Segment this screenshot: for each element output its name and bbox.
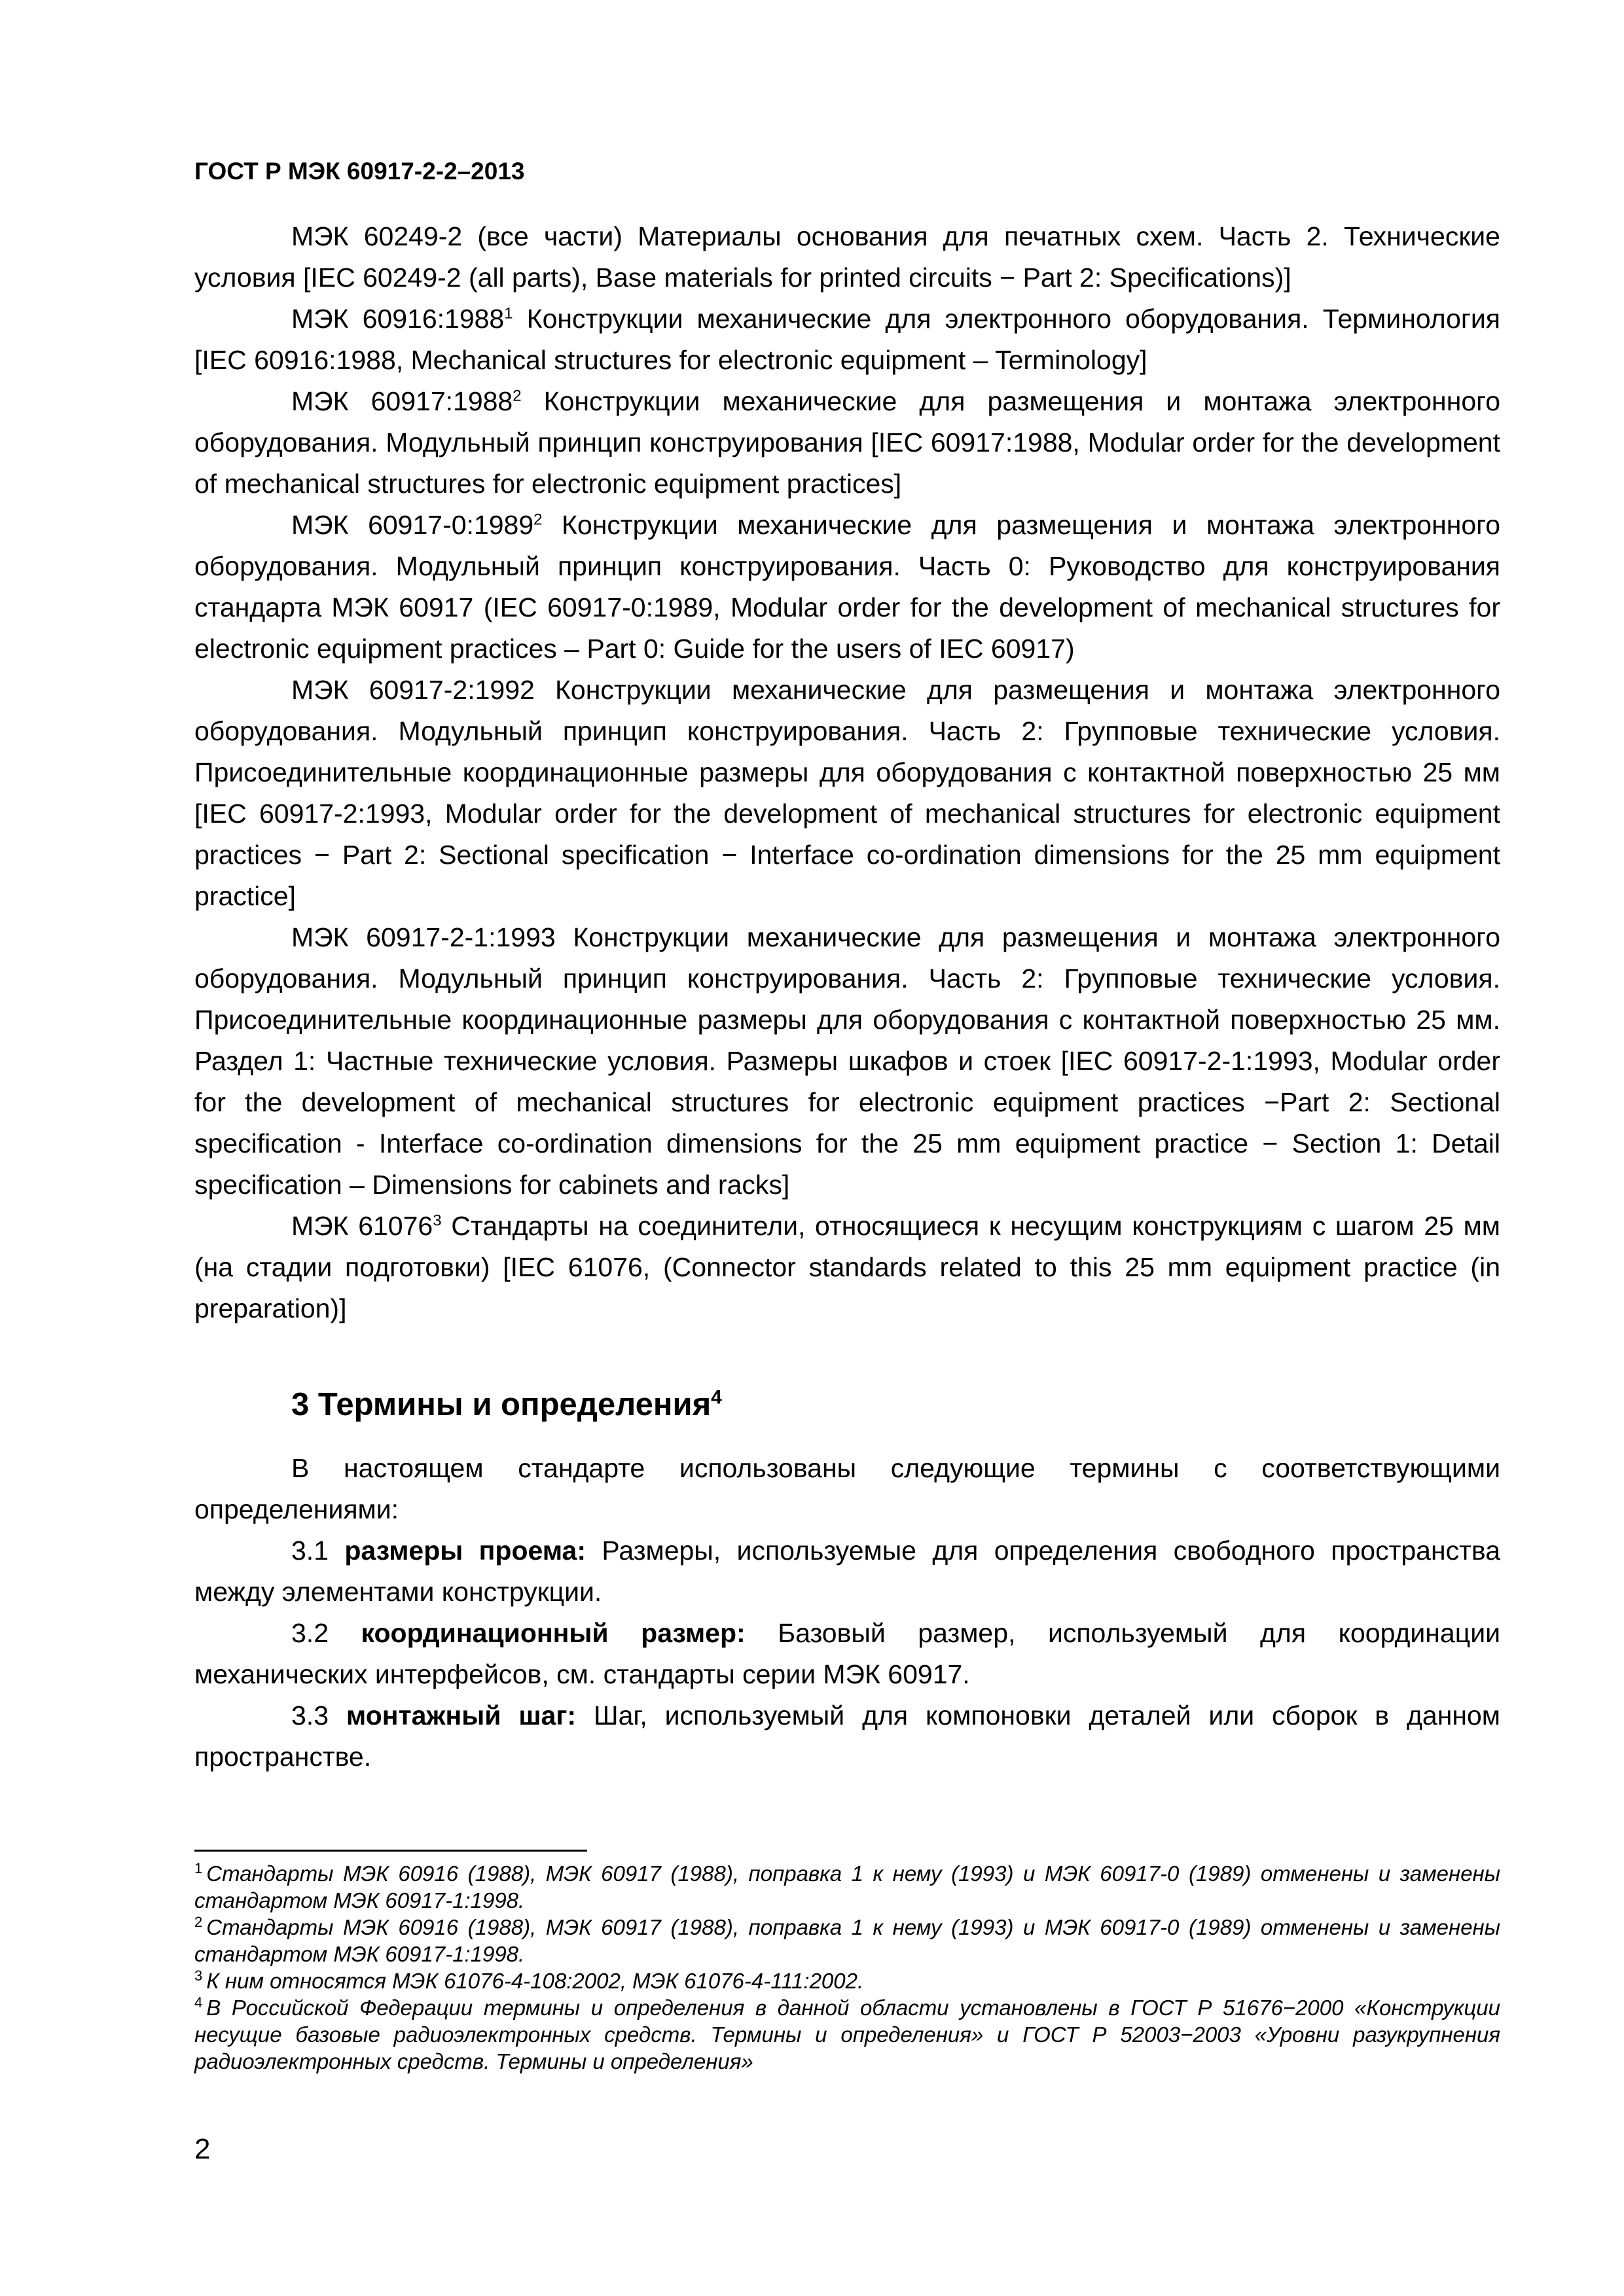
reference-code: МЭК 60917:1988 [291, 386, 513, 416]
footnote-mark: 3 [194, 1967, 203, 1984]
footnote-separator [194, 1850, 587, 1852]
term-definition: Шаг, используемый для компоновки деталей или сборок в данном пространстве. [194, 1700, 1500, 1772]
reference-code: МЭК 60917-0:1989 [291, 510, 534, 540]
footnote-ref: 2 [533, 511, 543, 529]
term-name: размеры проема: [344, 1535, 586, 1566]
reference-text: Конструкции механические для размещения и монтажа электронного оборудования. Модульный принцип конструирования [IEC 60917:1988, Modular order for the development of mechanical structures for electronic equipment practices] [194, 386, 1500, 499]
footnote-ref: 1 [504, 304, 513, 323]
term-name: координационный размер: [361, 1618, 746, 1648]
terms-block [194, 1448, 1500, 1778]
reference-text: Конструкции механические для электронного оборудования. Терминология [IEC 60916:1988, Mechanical structures for electronic equipment – Terminology] [194, 304, 1500, 375]
section-intro: В настоящем стандарте использованы следующие термины с соответствующими определениями: [194, 1453, 1500, 1524]
reference-item [194, 670, 1500, 917]
reference-code: МЭК 60917-2:1992 [291, 675, 535, 705]
footnote-item [194, 1914, 1500, 1967]
document-header: ГОСТ Р МЭК 60917-2-2–2013 [194, 158, 525, 185]
term-item [194, 1613, 1500, 1695]
footnote-ref: 4 [711, 1386, 722, 1408]
section-heading [291, 1385, 722, 1424]
reference-code: МЭК 61076 [291, 1211, 433, 1241]
reference-item [194, 1206, 1500, 1329]
footnote-text: Стандарты МЭК 60916 (1988), МЭК 60917 (1988), поправка 1 к нему (1993) и МЭК 60917-0 (1989) отменены и заменены стандартом МЭК 60917-1:1998. [194, 1861, 1500, 1912]
reference-code: МЭК 60249-2 [291, 221, 463, 251]
footnotes [194, 1860, 1500, 2075]
footnote-text: В Российской Федерации термины и определения в данной области установлены в ГОСТ Р 51676−2000 «Конструкции несущие базовые радиоэлектронных средств. Термины и определения» и ГОСТ Р 52003−2003 «Уровни разукрупнения радиоэлектронных средств. Термины и определения» [194, 1996, 1500, 2073]
footnote-text: К ним относятся МЭК 61076-4-108:2002, МЭК 61076-4-111:2002. [206, 1969, 864, 1993]
term-number: 3.3 [291, 1700, 346, 1731]
footnote-item [194, 1994, 1500, 2075]
reference-text: Конструкции механические для размещения и монтажа электронного оборудования. Модульный принцип конструирования. Часть 2: Групповые технические условия. Присоединительные координационные размеры для оборудования с контактной поверхностью 25 мм. Раздел 1: Частные технические условия. Размеры шкафов и стоек [IEC 60917-2-1:1993, Modular order for the development of mechanical structures for electronic equipment practices −Part 2: Sectional specification - Interface co-ordination dimensions for the 25 mm equipment practice − Section 1: Detail specification – Dimensions for cabinets and racks] [194, 922, 1501, 1200]
reference-item [194, 216, 1500, 298]
section-title-text: 3 Термины и определения [291, 1387, 712, 1422]
term-name: монтажный шаг: [346, 1700, 577, 1731]
term-definition: Размеры, используемые для определения свободного пространства между элементами конструкции. [194, 1535, 1501, 1607]
reference-item [194, 381, 1500, 505]
footnote-ref: 3 [433, 1211, 442, 1230]
term-item [194, 1530, 1500, 1613]
footnote-text: Стандарты МЭК 60916 (1988), МЭК 60917 (1988), поправка 1 к нему (1993) и МЭК 60917-0 (1989) отменены и заменены стандартом МЭК 60917-1:1998. [194, 1915, 1500, 1966]
reference-text: Стандарты на соединители, относящиеся к несущим конструкциям с шагом 25 мм (на стадии подготовки) [IEC 61076, (Connector standards related to this 25 mm equipment practice (in preparation)] [194, 1211, 1500, 1323]
reference-code: МЭК 60916:1988 [291, 304, 505, 334]
normative-references [194, 216, 1500, 1329]
term-number: 3.1 [291, 1535, 345, 1566]
page-number: 2 [194, 2133, 211, 2165]
footnote-item [194, 1860, 1500, 1914]
footnote-item [194, 1967, 1500, 1994]
reference-item [194, 917, 1500, 1206]
reference-item [194, 298, 1500, 381]
reference-text: Конструкции механические для размещения и монтажа электронного оборудования. Модульный принцип конструирования. Часть 2: Групповые технические условия. Присоединительные координационные размеры для оборудования с контактной поверхностью 25 мм [IEC 60917-2:1993, Modular order for the development of mechanical structures for electronic equipment practices − Part 2: Sectional specification − Interface co-ordination dimensions for the 25 mm equipment practice] [194, 675, 1501, 911]
reference-item [194, 505, 1500, 670]
footnote-ref: 2 [513, 387, 522, 405]
reference-text: (все части) Материалы основания для печатных схем. Часть 2. Технические условия [IEC 60249-2 (all parts), Base materials for printed circuits − Part 2: Specifications)] [194, 221, 1500, 293]
reference-text: Конструкции механические для размещения и монтажа электронного оборудования. Модульный принцип конструирования. Часть 0: Руководство для конструирования стандарта МЭК 60917 (IEC 60917-0:1989, Modular order for the development of mechanical structures for electronic equipment practices – Part 0: Guide for the users of IEC 60917) [194, 510, 1501, 664]
term-definition: Базовый размер, используемый для координации механических интерфейсов, см. стандарты серии МЭК 60917. [194, 1618, 1500, 1689]
footnote-mark: 4 [194, 1994, 203, 2011]
term-item [194, 1695, 1500, 1778]
footnote-mark: 1 [194, 1860, 203, 1876]
reference-code: МЭК 60917-2-1:1993 [291, 922, 556, 952]
term-number: 3.2 [291, 1618, 361, 1648]
footnote-mark: 2 [194, 1914, 203, 1930]
